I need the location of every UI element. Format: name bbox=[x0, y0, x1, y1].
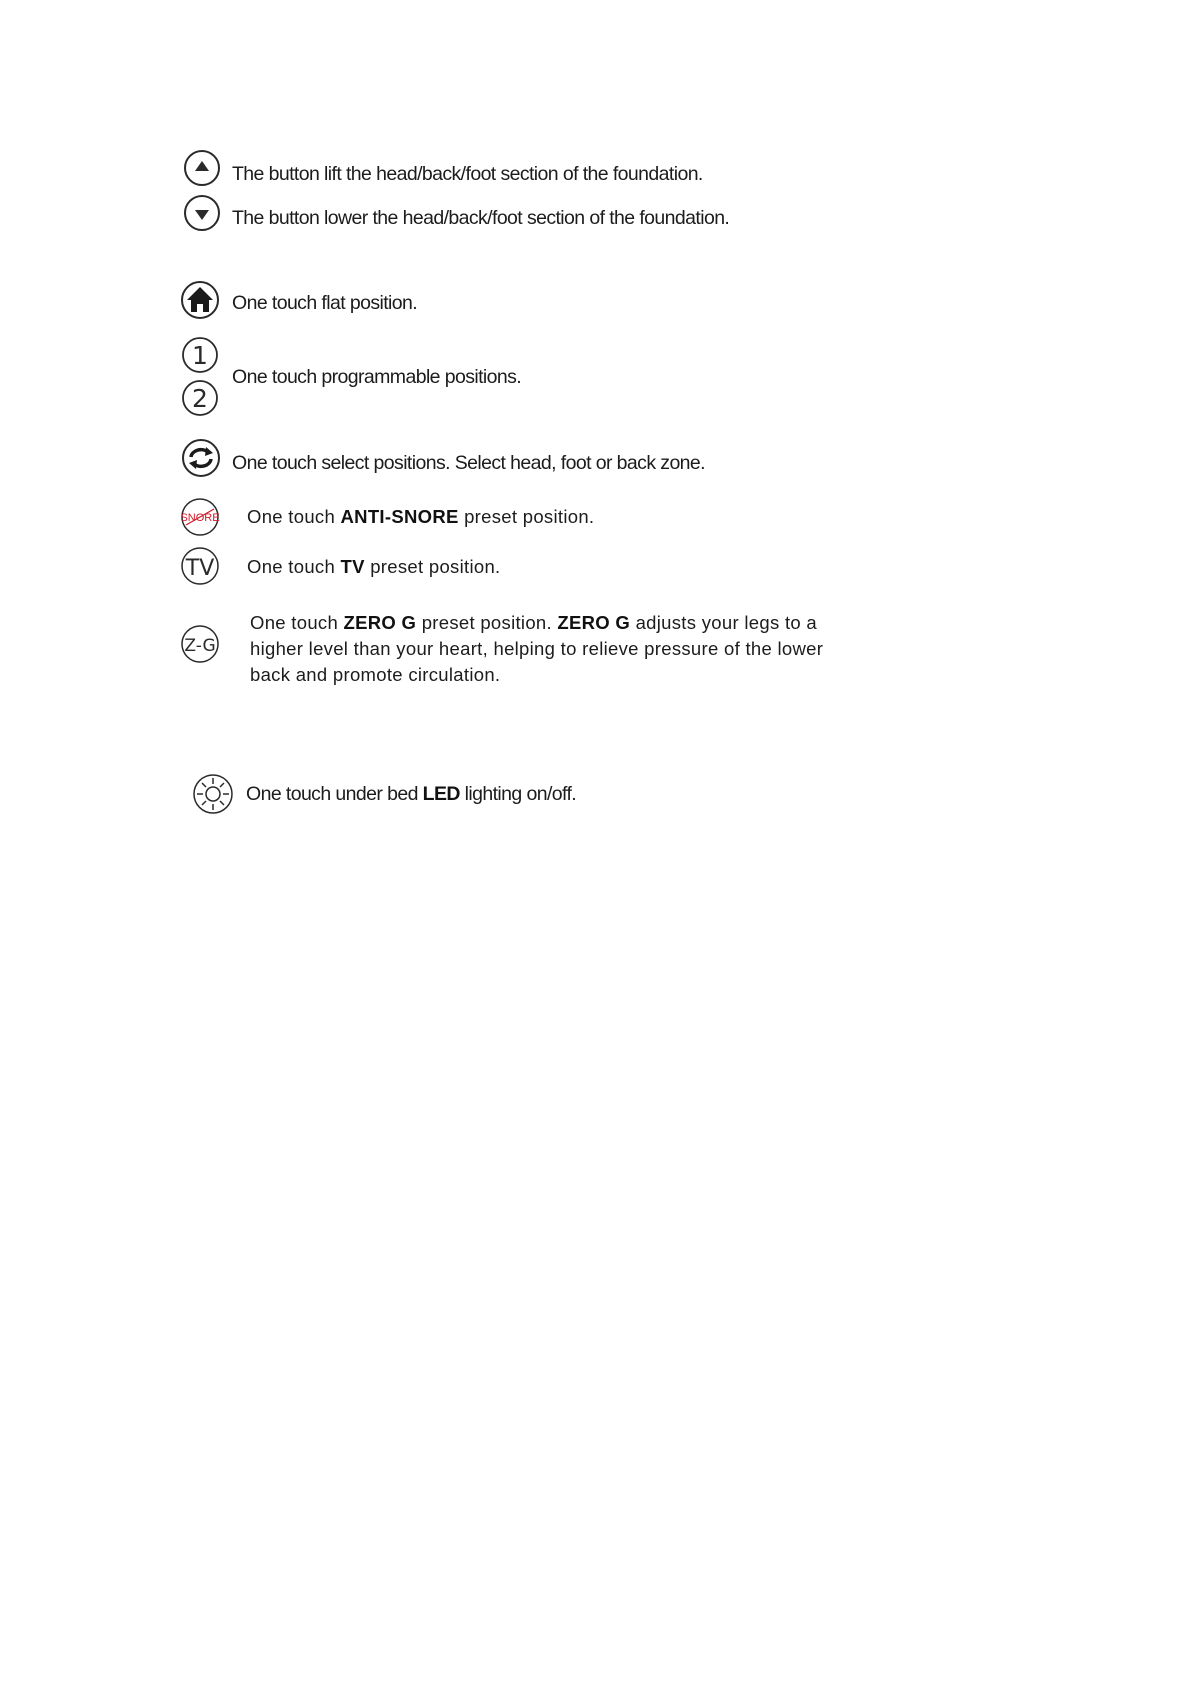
lift-description: The button lift the head/back/foot section of the foundation. bbox=[232, 163, 703, 185]
led-bold: LED bbox=[422, 783, 460, 805]
snore-circle-icon bbox=[180, 497, 220, 537]
tv-bold: TV bbox=[340, 556, 365, 577]
number-one-circle-icon bbox=[181, 336, 219, 374]
home-circle-icon bbox=[180, 280, 220, 320]
select-description: One touch select positions. Select head, foot or back zone. bbox=[232, 452, 705, 474]
zero-g-circle-icon bbox=[180, 624, 220, 664]
zerog-line-1: One touch ZERO G preset position. ZERO G adjusts your legs to a bbox=[250, 612, 817, 633]
tv-icon-label: TV bbox=[185, 556, 215, 581]
arrow-up-circle-icon bbox=[183, 149, 221, 187]
antisnore-description: One touch ANTI-SNORE preset position. bbox=[247, 506, 595, 527]
arrow-down-circle-icon bbox=[183, 194, 221, 232]
number-one-label: 1 bbox=[192, 341, 208, 370]
number-two-circle-icon bbox=[181, 379, 219, 417]
zero-g-icon-label: Z-G bbox=[184, 636, 216, 656]
snore-icon-label: SNORE bbox=[180, 512, 220, 524]
light-bulb-sun-icon bbox=[192, 773, 234, 815]
lower-description: The button lower the head/back/foot section of the foundation. bbox=[232, 207, 730, 229]
zerog-line-2: higher level than your heart, helping to relieve pressure of the lower bbox=[250, 638, 824, 659]
zerog-description bbox=[250, 610, 890, 688]
antisnore-bold: ANTI-SNORE bbox=[340, 506, 459, 527]
zerog-line-3: back and promote circulation. bbox=[250, 664, 501, 685]
tv-description: One touch TV preset position. bbox=[247, 556, 501, 577]
flat-description: One touch flat position. bbox=[232, 292, 418, 314]
number-two-label: 2 bbox=[192, 384, 208, 413]
led-description: One touch under bed LED lighting on/off. bbox=[246, 783, 577, 805]
cycle-arrows-circle-icon bbox=[181, 438, 221, 478]
programmable-description: One touch programmable positions. bbox=[232, 366, 522, 388]
tv-circle-icon bbox=[180, 546, 220, 586]
